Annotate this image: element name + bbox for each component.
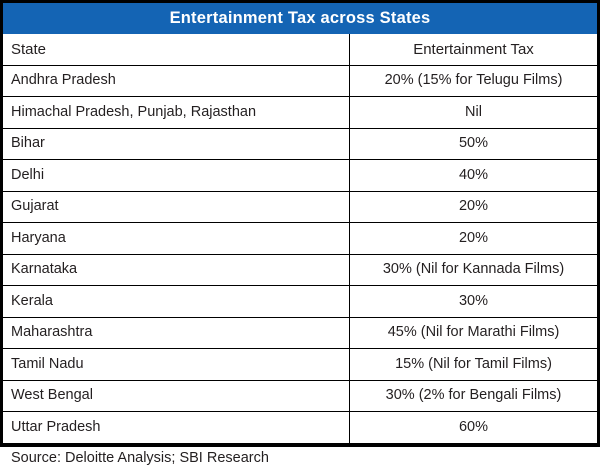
cell-state: Karnataka (3, 254, 350, 286)
cell-tax: 30% (Nil for Kannada Films) (350, 254, 598, 286)
cell-state: Uttar Pradesh (3, 412, 350, 443)
column-header-state: State (3, 34, 350, 65)
cell-tax: 20% (350, 223, 598, 255)
cell-state: Delhi (3, 160, 350, 192)
table-row (3, 160, 597, 192)
table-row (3, 412, 597, 443)
cell-tax: 45% (Nil for Marathi Films) (350, 317, 598, 349)
page-title: Entertainment Tax across States (3, 3, 597, 34)
cell-tax: 20% (350, 191, 598, 223)
cell-state: Maharashtra (3, 317, 350, 349)
table-row (3, 65, 597, 97)
table-body (3, 34, 597, 443)
source-note: Source: Deloitte Analysis; SBI Research (3, 443, 597, 471)
cell-state: Andhra Pradesh (3, 65, 350, 97)
table-row (3, 349, 597, 381)
table-row (3, 254, 597, 286)
cell-state: Haryana (3, 223, 350, 255)
table-row (3, 223, 597, 255)
entertainment-tax-table (3, 34, 597, 443)
cell-tax: 50% (350, 128, 598, 160)
table-row (3, 317, 597, 349)
cell-tax: 30% (350, 286, 598, 318)
cell-state: Bihar (3, 128, 350, 160)
cell-tax: Nil (350, 97, 598, 129)
table-container (3, 34, 597, 443)
table-row (3, 380, 597, 412)
cell-state: Gujarat (3, 191, 350, 223)
cell-state: Kerala (3, 286, 350, 318)
table-row (3, 286, 597, 318)
cell-state: Himachal Pradesh, Punjab, Rajasthan (3, 97, 350, 129)
table-header-row (3, 34, 597, 65)
cell-tax: 40% (350, 160, 598, 192)
table-row (3, 97, 597, 129)
cell-tax: 20% (15% for Telugu Films) (350, 65, 598, 97)
cell-tax: 60% (458, 418, 489, 435)
table-row (3, 128, 597, 160)
cell-state: Tamil Nadu (3, 349, 350, 381)
column-header-tax: Entertainment Tax (350, 34, 598, 65)
table-row (3, 191, 597, 223)
cell-tax: 30% (2% for Bengali Films) (350, 380, 598, 412)
cell-tax: 15% (Nil for Tamil Films) (350, 349, 598, 381)
cell-state: West Bengal (3, 380, 350, 412)
